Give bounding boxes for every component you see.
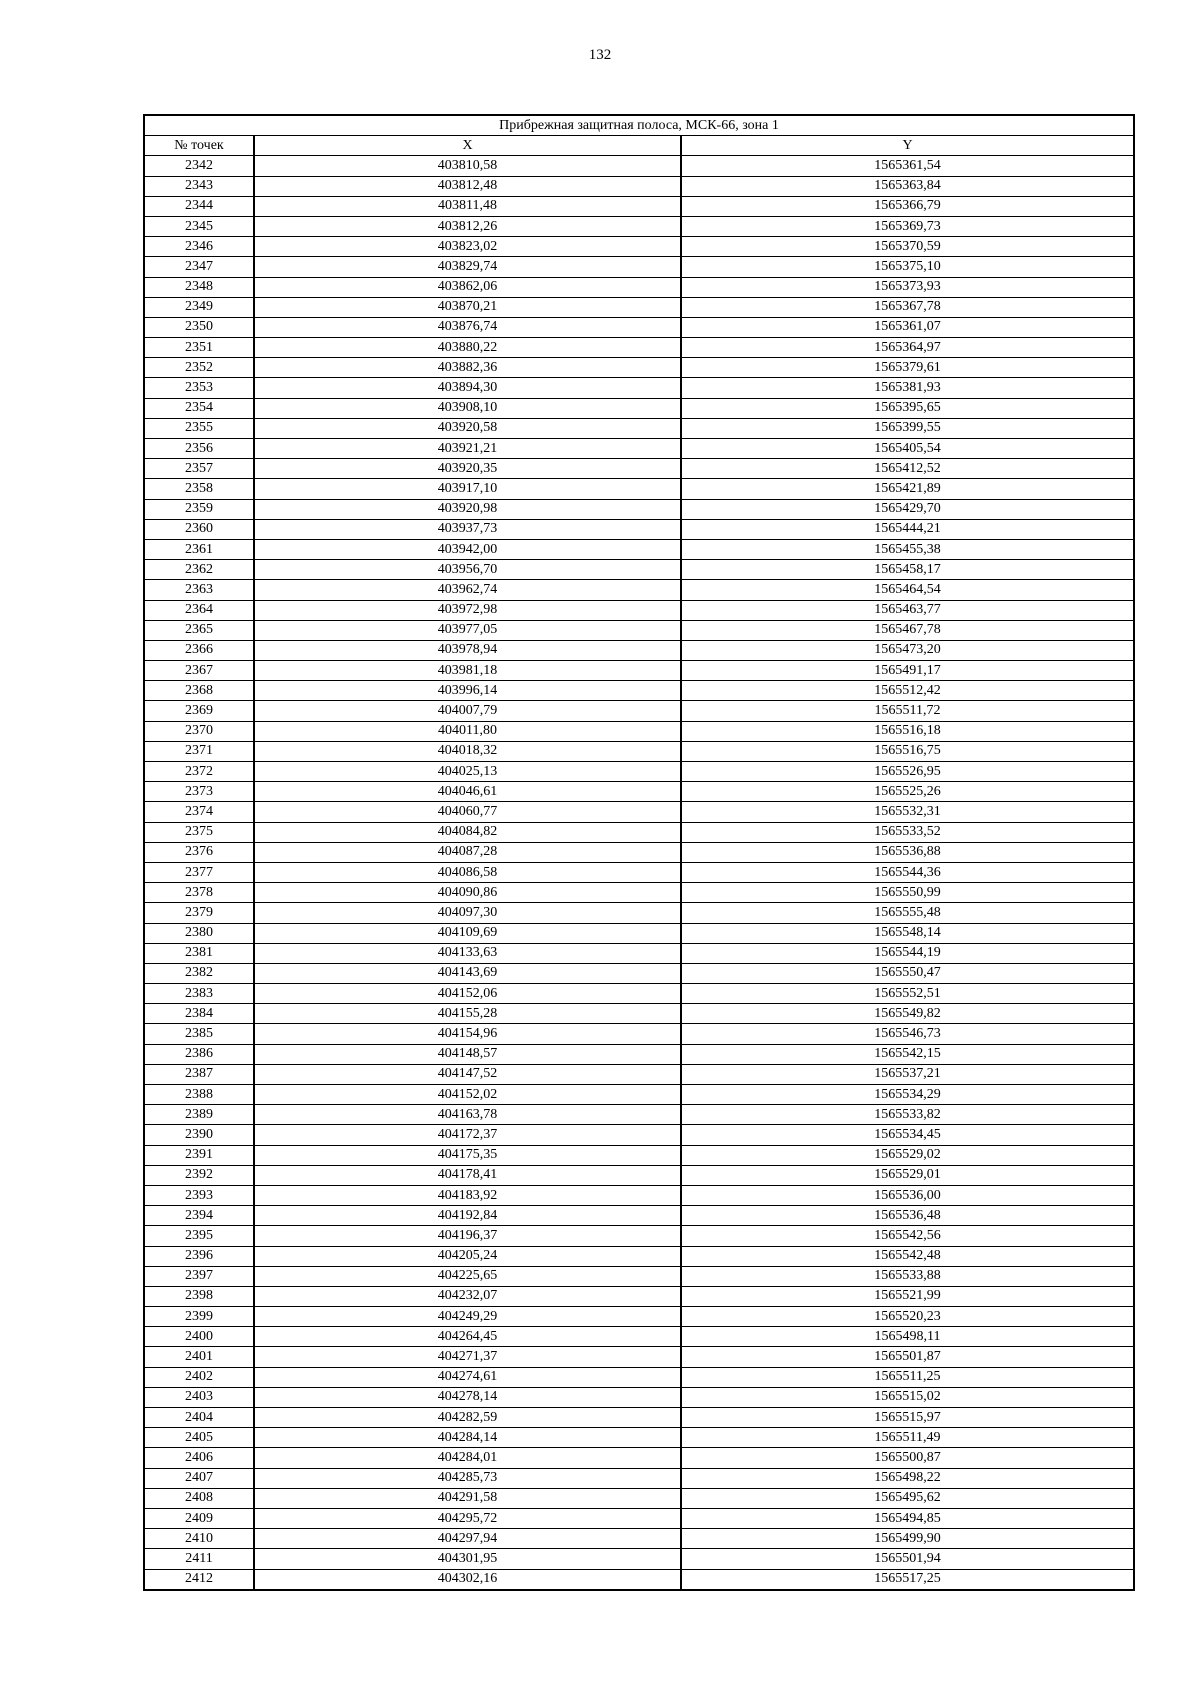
y-coordinate-cell: 1565499,90 [681,1529,1134,1549]
point-number-cell: 2380 [144,923,254,943]
point-number-cell: 2395 [144,1226,254,1246]
point-number-cell: 2348 [144,277,254,297]
column-header-y: Y [681,136,1134,156]
x-coordinate-cell: 403972,98 [254,600,681,620]
table-row [144,1408,1134,1428]
point-number-cell: 2397 [144,1266,254,1286]
x-coordinate-cell: 404084,82 [254,822,681,842]
x-coordinate-cell: 404011,80 [254,721,681,741]
point-number-cell: 2366 [144,640,254,660]
point-number-cell: 2373 [144,782,254,802]
table-row [144,1468,1134,1488]
x-coordinate-cell: 403810,58 [254,156,681,176]
point-number-cell: 2382 [144,963,254,983]
y-coordinate-cell: 1565549,82 [681,1004,1134,1024]
y-coordinate-cell: 1565515,97 [681,1408,1134,1428]
y-coordinate-cell: 1565412,52 [681,459,1134,479]
point-number-cell: 2374 [144,802,254,822]
table-row [144,741,1134,761]
table-row [144,1387,1134,1407]
x-coordinate-cell: 404152,06 [254,984,681,1004]
y-coordinate-cell: 1565520,23 [681,1307,1134,1327]
point-number-cell: 2346 [144,237,254,257]
y-coordinate-cell: 1565405,54 [681,439,1134,459]
point-number-cell: 2375 [144,822,254,842]
x-coordinate-cell: 404291,58 [254,1488,681,1508]
x-coordinate-cell: 403894,30 [254,378,681,398]
y-coordinate-cell: 1565544,19 [681,943,1134,963]
y-coordinate-cell: 1565381,93 [681,378,1134,398]
x-coordinate-cell: 404192,84 [254,1206,681,1226]
table-row [144,1488,1134,1508]
point-number-cell: 2364 [144,600,254,620]
point-number-cell: 2369 [144,701,254,721]
point-number-cell: 2386 [144,1044,254,1064]
x-coordinate-cell: 403978,94 [254,640,681,660]
table-row [144,984,1134,1004]
table-row [144,1529,1134,1549]
point-number-cell: 2357 [144,459,254,479]
x-coordinate-cell: 403917,10 [254,479,681,499]
table-row [144,1145,1134,1165]
y-coordinate-cell: 1565511,49 [681,1428,1134,1448]
point-number-cell: 2398 [144,1286,254,1306]
y-coordinate-cell: 1565367,78 [681,297,1134,317]
y-coordinate-cell: 1565550,47 [681,963,1134,983]
point-number-cell: 2404 [144,1408,254,1428]
table-row [144,1508,1134,1528]
point-number-cell: 2376 [144,842,254,862]
table-row [144,237,1134,257]
x-coordinate-cell: 403876,74 [254,317,681,337]
x-coordinate-cell: 404196,37 [254,1226,681,1246]
y-coordinate-cell: 1565537,21 [681,1064,1134,1084]
y-coordinate-cell: 1565361,54 [681,156,1134,176]
table-row [144,1044,1134,1064]
table-row [144,479,1134,499]
point-number-cell: 2394 [144,1206,254,1226]
x-coordinate-cell: 403921,21 [254,439,681,459]
y-coordinate-cell: 1565550,99 [681,883,1134,903]
point-number-cell: 2359 [144,499,254,519]
y-coordinate-cell: 1565455,38 [681,539,1134,559]
x-coordinate-cell: 404284,14 [254,1428,681,1448]
table-row [144,923,1134,943]
y-coordinate-cell: 1565498,11 [681,1327,1134,1347]
table-row [144,539,1134,559]
table-row [144,620,1134,640]
x-coordinate-cell: 403811,48 [254,196,681,216]
point-number-cell: 2396 [144,1246,254,1266]
table-row [144,1165,1134,1185]
table-row [144,216,1134,236]
y-coordinate-cell: 1565491,17 [681,661,1134,681]
point-number-cell: 2385 [144,1024,254,1044]
x-coordinate-cell: 403962,74 [254,580,681,600]
x-coordinate-cell: 404232,07 [254,1286,681,1306]
table-row [144,802,1134,822]
table-row [144,1266,1134,1286]
x-coordinate-cell: 404097,30 [254,903,681,923]
x-coordinate-cell: 403829,74 [254,257,681,277]
point-number-cell: 2342 [144,156,254,176]
point-number-cell: 2345 [144,216,254,236]
point-number-cell: 2365 [144,620,254,640]
point-number-cell: 2410 [144,1529,254,1549]
table-row [144,560,1134,580]
y-coordinate-cell: 1565515,02 [681,1387,1134,1407]
y-coordinate-cell: 1565542,56 [681,1226,1134,1246]
y-coordinate-cell: 1565395,65 [681,398,1134,418]
x-coordinate-cell: 403981,18 [254,661,681,681]
x-coordinate-cell: 404172,37 [254,1125,681,1145]
y-coordinate-cell: 1565498,22 [681,1468,1134,1488]
y-coordinate-cell: 1565544,36 [681,862,1134,882]
point-number-cell: 2407 [144,1468,254,1488]
table-row [144,842,1134,862]
y-coordinate-cell: 1565511,25 [681,1367,1134,1387]
x-coordinate-cell: 404225,65 [254,1266,681,1286]
y-coordinate-cell: 1565529,02 [681,1145,1134,1165]
x-coordinate-cell: 404163,78 [254,1105,681,1125]
point-number-cell: 2354 [144,398,254,418]
x-coordinate-cell: 404152,02 [254,1085,681,1105]
x-coordinate-cell: 404109,69 [254,923,681,943]
x-coordinate-cell: 403942,00 [254,539,681,559]
table-row [144,600,1134,620]
table-row [144,1307,1134,1327]
x-coordinate-cell: 404297,94 [254,1529,681,1549]
table-row [144,661,1134,681]
table-row [144,156,1134,176]
y-coordinate-cell: 1565511,72 [681,701,1134,721]
x-coordinate-cell: 403996,14 [254,681,681,701]
x-coordinate-cell: 404264,45 [254,1327,681,1347]
y-coordinate-cell: 1565534,45 [681,1125,1134,1145]
table-row [144,459,1134,479]
table-row [144,398,1134,418]
y-coordinate-cell: 1565375,10 [681,257,1134,277]
table-row [144,1428,1134,1448]
table-row [144,580,1134,600]
y-coordinate-cell: 1565552,51 [681,984,1134,1004]
coordinates-table [143,114,1135,1591]
x-coordinate-cell: 403920,58 [254,418,681,438]
y-coordinate-cell: 1565361,07 [681,317,1134,337]
table-row [144,681,1134,701]
y-coordinate-cell: 1565548,14 [681,923,1134,943]
point-number-cell: 2412 [144,1569,254,1590]
point-number-cell: 2361 [144,539,254,559]
point-number-cell: 2406 [144,1448,254,1468]
table-row [144,1226,1134,1246]
point-number-cell: 2399 [144,1307,254,1327]
point-number-cell: 2381 [144,943,254,963]
table-row [144,1286,1134,1306]
x-coordinate-cell: 403870,21 [254,297,681,317]
point-number-cell: 2362 [144,560,254,580]
x-coordinate-cell: 404284,01 [254,1448,681,1468]
table-row [144,1549,1134,1569]
y-coordinate-cell: 1565464,54 [681,580,1134,600]
y-coordinate-cell: 1565512,42 [681,681,1134,701]
table-row [144,1569,1134,1590]
x-coordinate-cell: 403862,06 [254,277,681,297]
column-header-point-number: № точек [144,136,254,156]
y-coordinate-cell: 1565542,48 [681,1246,1134,1266]
point-number-cell: 2343 [144,176,254,196]
point-number-cell: 2372 [144,762,254,782]
table-row [144,176,1134,196]
table-row [144,378,1134,398]
table-row [144,499,1134,519]
y-coordinate-cell: 1565429,70 [681,499,1134,519]
x-coordinate-cell: 403908,10 [254,398,681,418]
y-coordinate-cell: 1565467,78 [681,620,1134,640]
x-coordinate-cell: 404301,95 [254,1549,681,1569]
point-number-cell: 2355 [144,418,254,438]
y-coordinate-cell: 1565555,48 [681,903,1134,923]
table-row [144,903,1134,923]
y-coordinate-cell: 1565364,97 [681,338,1134,358]
page-number: 132 [588,47,612,63]
table-row [144,358,1134,378]
y-coordinate-cell: 1565399,55 [681,418,1134,438]
x-coordinate-cell: 404143,69 [254,963,681,983]
y-coordinate-cell: 1565542,15 [681,1044,1134,1064]
point-number-cell: 2411 [144,1549,254,1569]
x-coordinate-cell: 404302,16 [254,1569,681,1590]
table-row [144,963,1134,983]
point-number-cell: 2388 [144,1085,254,1105]
y-coordinate-cell: 1565536,88 [681,842,1134,862]
x-coordinate-cell: 404090,86 [254,883,681,903]
point-number-cell: 2363 [144,580,254,600]
y-coordinate-cell: 1565516,75 [681,741,1134,761]
table-row [144,1125,1134,1145]
x-coordinate-cell: 403956,70 [254,560,681,580]
table-body [144,156,1134,1590]
point-number-cell: 2368 [144,681,254,701]
table-row [144,721,1134,741]
point-number-cell: 2352 [144,358,254,378]
point-number-cell: 2377 [144,862,254,882]
table-row [144,338,1134,358]
y-coordinate-cell: 1565370,59 [681,237,1134,257]
x-coordinate-cell: 403812,26 [254,216,681,236]
x-coordinate-cell: 403937,73 [254,519,681,539]
x-coordinate-cell: 404183,92 [254,1185,681,1205]
y-coordinate-cell: 1565421,89 [681,479,1134,499]
table-row [144,196,1134,216]
x-coordinate-cell: 404271,37 [254,1347,681,1367]
y-coordinate-cell: 1565473,20 [681,640,1134,660]
y-coordinate-cell: 1565366,79 [681,196,1134,216]
point-number-cell: 2400 [144,1327,254,1347]
x-coordinate-cell: 404133,63 [254,943,681,963]
table-row [144,943,1134,963]
y-coordinate-cell: 1565536,00 [681,1185,1134,1205]
table-row [144,1246,1134,1266]
point-number-cell: 2392 [144,1165,254,1185]
table-row [144,1064,1134,1084]
y-coordinate-cell: 1565516,18 [681,721,1134,741]
x-coordinate-cell: 403882,36 [254,358,681,378]
y-coordinate-cell: 1565495,62 [681,1488,1134,1508]
y-coordinate-cell: 1565458,17 [681,560,1134,580]
table-row [144,1206,1134,1226]
y-coordinate-cell: 1565525,26 [681,782,1134,802]
x-coordinate-cell: 404154,96 [254,1024,681,1044]
point-number-cell: 2360 [144,519,254,539]
y-coordinate-cell: 1565546,73 [681,1024,1134,1044]
table-row [144,1024,1134,1044]
x-coordinate-cell: 404285,73 [254,1468,681,1488]
y-coordinate-cell: 1565463,77 [681,600,1134,620]
table-row [144,519,1134,539]
table-row [144,1004,1134,1024]
y-coordinate-cell: 1565526,95 [681,762,1134,782]
table-title: Прибрежная защитная полоса, МСК-66, зона 1 [144,115,1134,136]
point-number-cell: 2350 [144,317,254,337]
point-number-cell: 2347 [144,257,254,277]
y-coordinate-cell: 1565444,21 [681,519,1134,539]
x-coordinate-cell: 404178,41 [254,1165,681,1185]
point-number-cell: 2383 [144,984,254,1004]
y-coordinate-cell: 1565517,25 [681,1569,1134,1590]
y-coordinate-cell: 1565533,88 [681,1266,1134,1286]
x-coordinate-cell: 404282,59 [254,1408,681,1428]
table-row [144,439,1134,459]
table-row [144,277,1134,297]
table-row [144,1347,1134,1367]
point-number-cell: 2390 [144,1125,254,1145]
table-row [144,701,1134,721]
table-row [144,1105,1134,1125]
y-coordinate-cell: 1565536,48 [681,1206,1134,1226]
y-coordinate-cell: 1565379,61 [681,358,1134,378]
y-coordinate-cell: 1565501,94 [681,1549,1134,1569]
y-coordinate-cell: 1565501,87 [681,1347,1134,1367]
x-coordinate-cell: 404060,77 [254,802,681,822]
point-number-cell: 2358 [144,479,254,499]
x-coordinate-cell: 403920,35 [254,459,681,479]
table-row [144,1085,1134,1105]
x-coordinate-cell: 404086,58 [254,862,681,882]
point-number-cell: 2379 [144,903,254,923]
table-row [144,862,1134,882]
y-coordinate-cell: 1565500,87 [681,1448,1134,1468]
table-row [144,1367,1134,1387]
y-coordinate-cell: 1565521,99 [681,1286,1134,1306]
x-coordinate-cell: 404205,24 [254,1246,681,1266]
table-row [144,1327,1134,1347]
table-row [144,317,1134,337]
x-coordinate-cell: 404155,28 [254,1004,681,1024]
y-coordinate-cell: 1565533,52 [681,822,1134,842]
table-row [144,640,1134,660]
point-number-cell: 2389 [144,1105,254,1125]
x-coordinate-cell: 404018,32 [254,741,681,761]
point-number-cell: 2393 [144,1185,254,1205]
point-number-cell: 2403 [144,1387,254,1407]
point-number-cell: 2344 [144,196,254,216]
point-number-cell: 2349 [144,297,254,317]
y-coordinate-cell: 1565373,93 [681,277,1134,297]
table-row [144,762,1134,782]
point-number-cell: 2371 [144,741,254,761]
x-coordinate-cell: 404087,28 [254,842,681,862]
point-number-cell: 2384 [144,1004,254,1024]
y-coordinate-cell: 1565533,82 [681,1105,1134,1125]
table-row [144,883,1134,903]
table-row [144,822,1134,842]
x-coordinate-cell: 404249,29 [254,1307,681,1327]
x-coordinate-cell: 404175,35 [254,1145,681,1165]
x-coordinate-cell: 404278,14 [254,1387,681,1407]
point-number-cell: 2387 [144,1064,254,1084]
point-number-cell: 2401 [144,1347,254,1367]
point-number-cell: 2367 [144,661,254,681]
x-coordinate-cell: 404295,72 [254,1508,681,1528]
y-coordinate-cell: 1565363,84 [681,176,1134,196]
point-number-cell: 2356 [144,439,254,459]
point-number-cell: 2378 [144,883,254,903]
point-number-cell: 2409 [144,1508,254,1528]
table-row [144,1448,1134,1468]
point-number-cell: 2405 [144,1428,254,1448]
x-coordinate-cell: 403823,02 [254,237,681,257]
y-coordinate-cell: 1565532,31 [681,802,1134,822]
x-coordinate-cell: 403880,22 [254,338,681,358]
y-coordinate-cell: 1565534,29 [681,1085,1134,1105]
y-coordinate-cell: 1565494,85 [681,1508,1134,1528]
column-header-x: X [254,136,681,156]
x-coordinate-cell: 404007,79 [254,701,681,721]
x-coordinate-cell: 404148,57 [254,1044,681,1064]
table-row [144,257,1134,277]
point-number-cell: 2391 [144,1145,254,1165]
x-coordinate-cell: 404046,61 [254,782,681,802]
point-number-cell: 2408 [144,1488,254,1508]
y-coordinate-cell: 1565529,01 [681,1165,1134,1185]
point-number-cell: 2351 [144,338,254,358]
x-coordinate-cell: 404274,61 [254,1367,681,1387]
point-number-cell: 2370 [144,721,254,741]
y-coordinate-cell: 1565369,73 [681,216,1134,236]
table-row [144,1185,1134,1205]
x-coordinate-cell: 403920,98 [254,499,681,519]
table-row [144,418,1134,438]
x-coordinate-cell: 404147,52 [254,1064,681,1084]
point-number-cell: 2402 [144,1367,254,1387]
point-number-cell: 2353 [144,378,254,398]
table-row [144,782,1134,802]
x-coordinate-cell: 403977,05 [254,620,681,640]
table-row [144,297,1134,317]
x-coordinate-cell: 403812,48 [254,176,681,196]
x-coordinate-cell: 404025,13 [254,762,681,782]
